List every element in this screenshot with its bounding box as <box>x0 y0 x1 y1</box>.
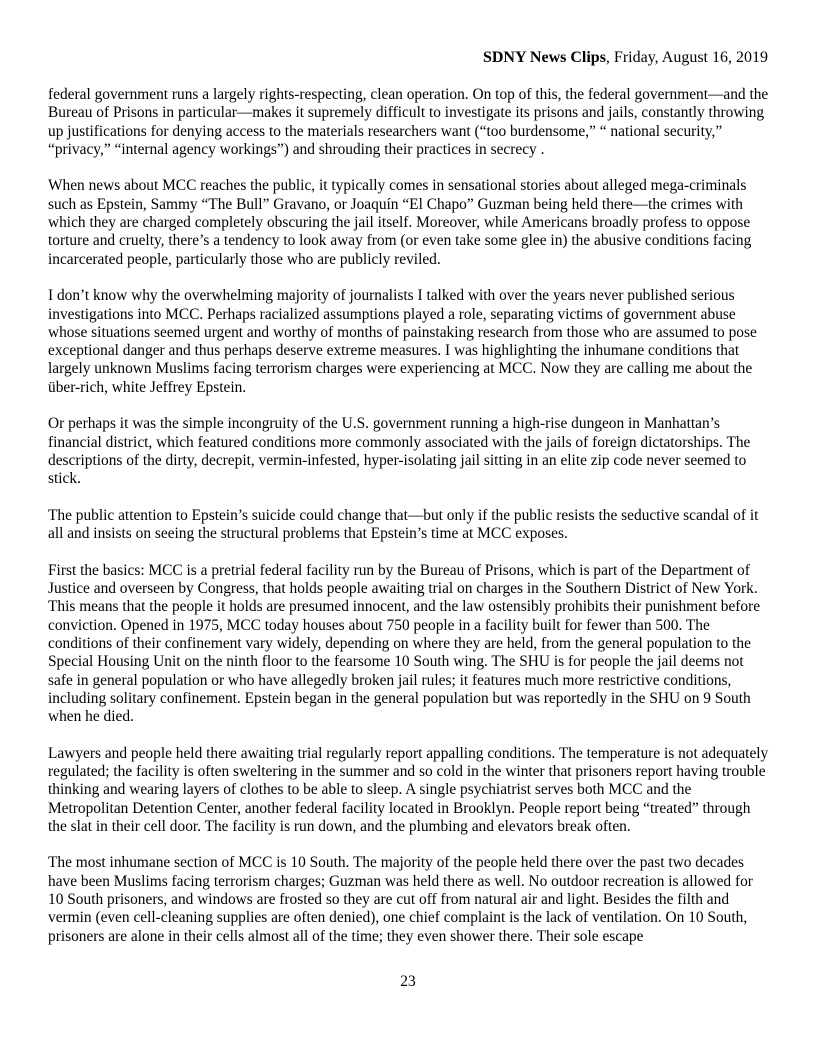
paragraph: When news about MCC reaches the public, it typically comes in sensational stories about alleged mega-criminals such as Epstein, Sammy “The Bull” Gravano, or Joaquín “El Chapo” Guzman being held there—the crimes with which they are charged completely obscuring the jail itself. Moreover, while Americans broadly profess to oppose torture and cruelty, there’s a tendency to look away from (or even take some glee in) the abusive conditions facing incarcerated people, particularly those who are publicly reviled. <box>48 177 752 268</box>
paragraph: Or perhaps it was the simple incongruity of the U.S. government running a high-rise dungeon in Manhattan’s financial district, which featured conditions more commonly associated with the jails of foreign dictatorships. The descriptions of the dirty, decrepit, vermin-infested, hyper-isolating jail sitting in an elite zip code never seemed to stick. <box>48 415 751 488</box>
paragraph: The most inhumane section of MCC is 10 South. The majority of the people held there over the past two decades have been Muslims facing terrorism charges; Guzman was held there as well. No outdoor recreation is allowed for 10 South prisoners, and windows are frosted so they are cut off from natural air and light. Besides the filth and vermin (even cell-cleaning supplies are often denied), one chief complaint is the lack of ventilation. On 10 South, prisoners are alone in their cells almost all of the time; they even shower there. Their sole escape <box>48 854 753 945</box>
paragraph: I don’t know why the overwhelming majority of journalists I talked with over the years never published serious investigations into MCC. Perhaps racialized assumptions played a role, separating victims of government abuse whose situations seemed urgent and worthy of months of painstaking research from those who are assumed to pose exceptional danger and thus perhaps deserve extreme measures. I was highlighting the inhumane conditions that largely unknown Muslims facing terrorism charges were experiencing at MCC. Now they are calling me about the über-rich, white Jeffrey Epstein. <box>48 287 757 396</box>
header-date: , Friday, August 16, 2019 <box>605 49 768 66</box>
paragraph: The public attention to Epstein’s suicide could change that—but only if the public resists the seductive scandal of it all and insists on seeing the structural problems that Epstein’s time at MCC exposes. <box>48 506 759 543</box>
paragraph: Lawyers and people held there awaiting trial regularly report appalling conditions. The temperature is not adequately regulated; the facility is often sweltering in the summer and so cold in the winter that prisoners report having trouble thinking and wearing layers of clothes to be able to sleep. A single psychiatrist serves both MCC and the Metropolitan Detention Center, another federal facility located in Brooklyn. People report being “treated” through the slat in their cell door. The facility is run down, and the plumbing and elevators break often. <box>48 744 769 835</box>
page-header <box>483 48 768 68</box>
paragraph: First the basics: MCC is a pretrial federal facility run by the Bureau of Prisons, which is part of the Department of Justice and overseen by Congress, that holds people awaiting trial on charges in the Southern District of New York. This means that the people it holds are presumed innocent, and the law ostensibly prohibits their punishment before conviction. Opened in 1975, MCC today houses about 750 people in a facility built for fewer than 500. The conditions of their confinement vary widely, depending on where they are held, from the general population to the Special Housing Unit on the ninth floor to the fearsome 10 South wing. The SHU is for people the jail deems not safe in general population or who have allegedly broken jail rules; it features much more restrictive conditions, including solitary confinement. Epstein began in the general population but was reportedly in the SHU on 9 South when he died. <box>48 561 761 726</box>
header-source: SDNY News Clips <box>482 49 606 66</box>
page-number: 23 <box>400 973 416 990</box>
paragraph: federal government runs a largely rights-respecting, clean operation. On top of this, the federal government—and the Bureau of Prisons in particular—makes it supremely difficult to investigate its prisons and jails, constantly throwing up justifications for denying access to the materials researchers want (“too burdensome,” “ national security,” “privacy,” “internal agency workings”) and shrouding their practices in secrecy . <box>48 86 769 158</box>
article-body <box>48 86 770 964</box>
